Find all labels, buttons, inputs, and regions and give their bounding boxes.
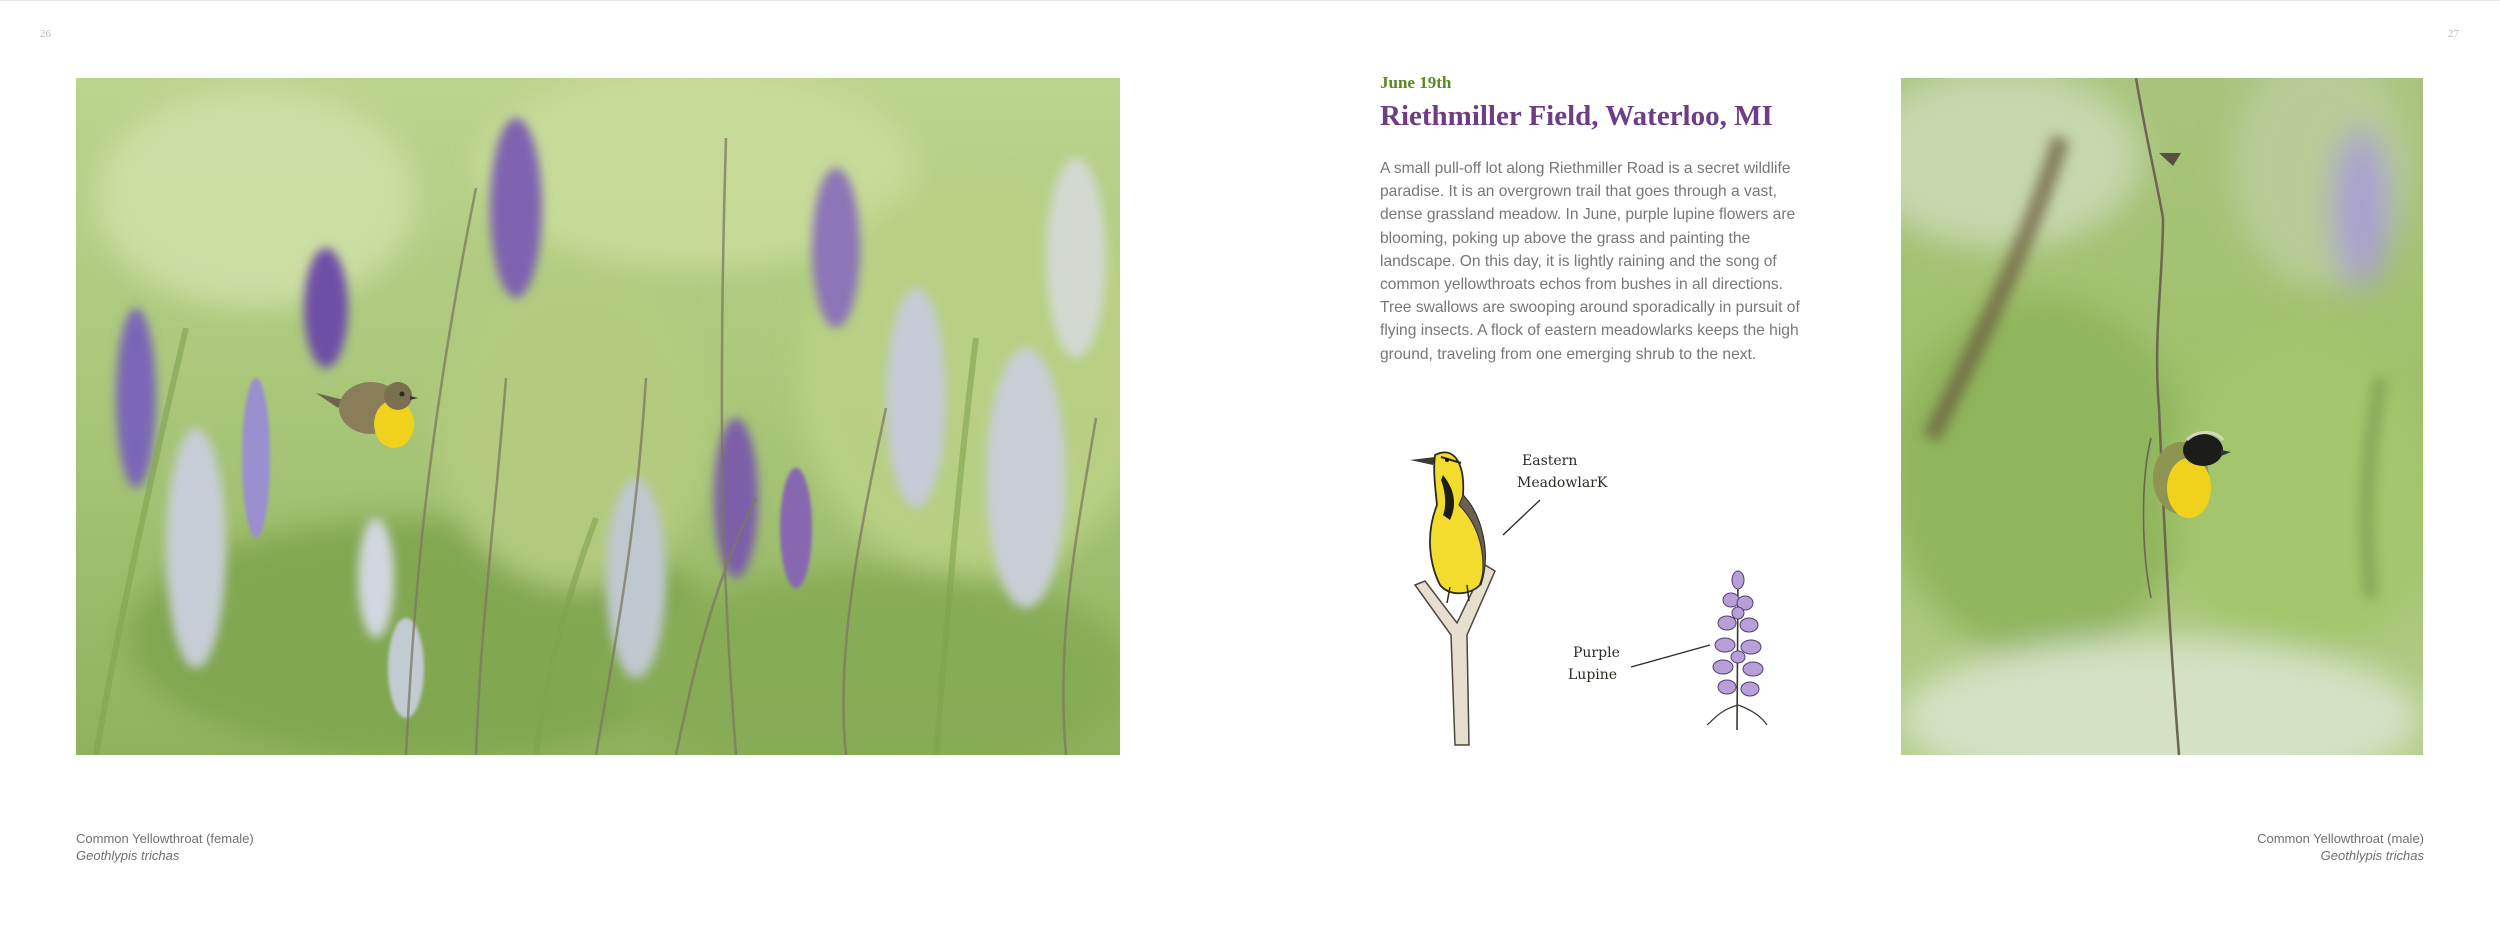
photo-female-yellowthroat [76,78,1120,755]
sketch-label-lupine-line2: Lupine [1568,667,1618,683]
sketch-label-lupine-line1: Purple [1573,645,1620,661]
page-number-left: 26 [40,28,51,40]
lupine-sketch [1707,571,1767,730]
page-number-right: 27 [2448,28,2459,40]
caption-right-common-name: Common Yellowthroat (male) [2257,831,2424,846]
sketch-label-meadowlark-line1: Eastern [1522,453,1578,469]
caption-left-scientific-name: Geothlypis trichas [76,848,180,863]
top-rule [0,0,2500,1]
caption-right [2257,830,2424,864]
field-sketch [1395,435,1775,760]
sketch-label-meadowlark-line2: MeadowlarK [1517,475,1608,491]
caption-right-scientific-name: Geothlypis trichas [2320,848,2424,863]
meadowlark-sketch [1410,452,1485,603]
entry-date: June 19th [1380,73,1452,92]
photo-male-yellowthroat [1901,78,2423,755]
entry-location-title: Riethmiller Field, Waterloo, MI [1380,100,1773,132]
svg-text:Purple Lupine [1568,645,1624,683]
caption-left [76,830,254,864]
entry-body-text: A small pull-off lot along Riethmiller Road is a secret wildlife paradise. It is an overgrown trail that goes through a vast, dense grassland meadow. In June, purple lupine flowers are blooming, poking up above the grass and painting the landscape. On this day, it is lightly raining and the song of common yellowthroats echos from bushes in all directions. Tree swallows are swooping around sporadically in pursuit of flying insects. A flock of eastern meadowlarks keeps the high ground, traveling from one emerging shrub to the next. [1380,160,1800,363]
caption-left-common-name: Common Yellowthroat (female) [76,831,254,846]
svg-text:Eastern MeadowlarK [1517,453,1608,491]
